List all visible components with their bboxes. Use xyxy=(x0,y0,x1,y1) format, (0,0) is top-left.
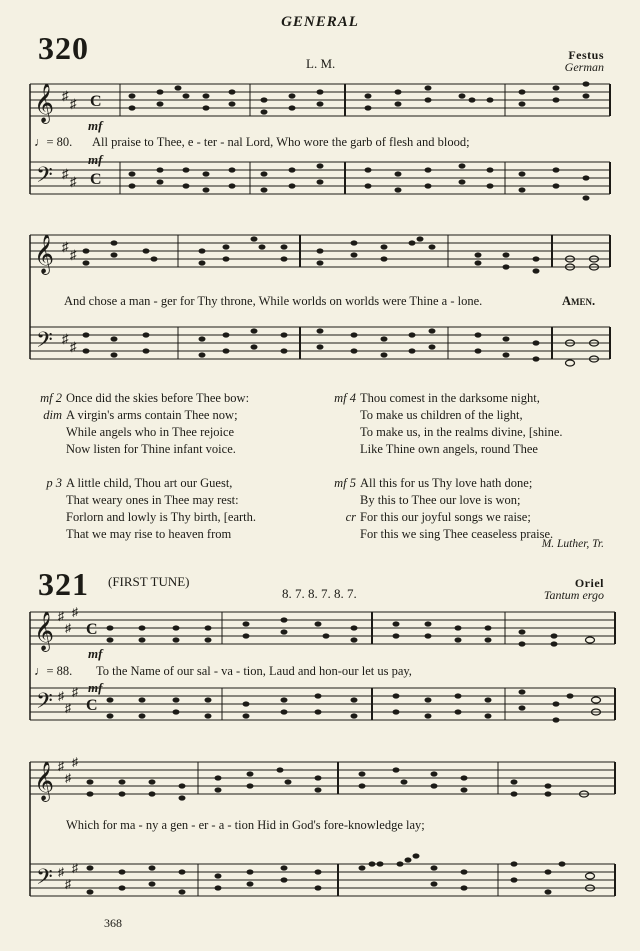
svg-text:C: C xyxy=(90,93,102,110)
stanza-line: While angels who in Thee rejoice xyxy=(66,425,235,439)
stanza-line: mf 5 All this for us Thy love hath done; xyxy=(322,475,622,492)
stanza-line: That weary ones in Thee may rest: xyxy=(66,493,239,507)
svg-text:♯: ♯ xyxy=(62,88,69,103)
stanza-line: Forlorn and lowly is Thy birth, [earth. xyxy=(66,510,257,524)
stanza-line: mf 4 Thou comest in the darksome night, xyxy=(322,390,622,407)
tune-name-320: Festus xyxy=(568,48,604,62)
stanza-line: That we may rise to heaven from xyxy=(66,527,232,541)
tempo-320: ♩= 80. xyxy=(34,135,73,149)
svg-text:♯: ♯ xyxy=(72,605,78,619)
svg-text:C: C xyxy=(86,697,98,714)
svg-text:𝄞: 𝄞 xyxy=(34,761,55,801)
stanza-line: cr For this our joyful songs we raise; xyxy=(322,509,622,526)
svg-text:𝄢: 𝄢 xyxy=(36,163,53,193)
lyric-320-line-2: And chose a man - ger for Thy throne, While worlds on worlds were Thine a - lone. xyxy=(64,294,483,308)
svg-text:𝄢: 𝄢 xyxy=(36,328,53,358)
stanza-mark: p 3 xyxy=(46,476,62,490)
lyric-321-line-1: To the Name of our sal - va - tion, Laud and hon-our let us pay, xyxy=(96,664,412,678)
section-title: GENERAL xyxy=(281,14,359,30)
lyric-320-line-1: All praise to Thee, e - ter - nal Lord, Who wore the garb of flesh and blood; xyxy=(92,135,470,149)
svg-text:♯: ♯ xyxy=(62,166,69,181)
svg-text:♯: ♯ xyxy=(65,877,71,891)
svg-text:♯: ♯ xyxy=(58,759,64,773)
dynamic-dim: dim xyxy=(43,408,62,422)
svg-text:𝄞: 𝄞 xyxy=(34,611,55,651)
tune-origin-320: German xyxy=(564,60,604,74)
dynamic-mf-321-top: mf xyxy=(88,646,103,661)
svg-text:♯: ♯ xyxy=(70,174,77,189)
stanza-line: mf 2 Once did the skies before Thee bow: xyxy=(28,390,328,407)
svg-text:𝄞: 𝄞 xyxy=(34,83,55,123)
page-number: 368 xyxy=(104,916,122,930)
subtitle-321: (FIRST TUNE) xyxy=(108,574,190,589)
stanza-line: p 3 A little child, Thou art our Guest, xyxy=(28,475,328,492)
svg-text:𝄢: 𝄢 xyxy=(36,865,53,895)
author-credit: M. Luther, Tr. xyxy=(541,538,604,550)
stanza-line: To make us children of the light, xyxy=(360,408,523,422)
stanza-mark: mf 4 xyxy=(334,391,356,405)
stanza-block-right xyxy=(322,390,622,543)
hymn-number-321: 321 xyxy=(38,566,89,602)
svg-text:♯: ♯ xyxy=(72,755,78,769)
svg-text:♯: ♯ xyxy=(70,247,77,262)
stanza-mark: mf 5 xyxy=(334,476,356,490)
svg-text:♯: ♯ xyxy=(70,339,77,354)
stanza-line: By this to Thee our love is won; xyxy=(360,493,521,507)
stanza-line: For this we sing Thee ceaseless praise. xyxy=(360,527,554,541)
music-system-321-2 xyxy=(0,752,640,922)
meter-320: L. M. xyxy=(306,56,336,71)
svg-text:♯: ♯ xyxy=(72,685,78,699)
hymn-number-320: 320 xyxy=(38,30,89,66)
stanza-block-left xyxy=(28,390,328,543)
svg-text:♯: ♯ xyxy=(70,96,77,111)
svg-text:C: C xyxy=(86,621,98,638)
dynamic-mf-321-bottom: mf xyxy=(88,680,103,695)
stanza-line: To make us, in the realms divine, [shine. xyxy=(360,425,563,439)
svg-text:𝄢: 𝄢 xyxy=(36,689,53,719)
amen-label: Amen. xyxy=(562,294,596,308)
tune-name-321: Oriel xyxy=(574,576,604,590)
lyric-321-line-2: Which for ma - ny a gen - er - a - tion Hid in God's fore-knowledge lay; xyxy=(66,818,425,832)
svg-text:♯: ♯ xyxy=(65,621,71,635)
svg-text:♯: ♯ xyxy=(58,865,64,879)
meter-321: 8. 7. 8. 7. 8. 7. xyxy=(282,586,357,601)
dynamic-mf-320-bottom: mf xyxy=(88,152,103,167)
svg-text:♯: ♯ xyxy=(62,331,69,346)
svg-text:♯: ♯ xyxy=(58,609,64,623)
svg-text:♯: ♯ xyxy=(65,771,71,785)
svg-text:C: C xyxy=(90,171,102,188)
svg-text:𝄞: 𝄞 xyxy=(34,234,55,274)
dynamic-cr: cr xyxy=(345,510,356,524)
stanza-line: dim A virgin's arms contain Thee now; xyxy=(28,407,328,424)
svg-text:♯: ♯ xyxy=(72,861,78,875)
svg-text:♯: ♯ xyxy=(62,239,69,254)
svg-text:♯: ♯ xyxy=(58,689,64,703)
quarter-note-icon: ♩ xyxy=(34,135,47,149)
stanza-line: Like Thine own angels, round Thee xyxy=(360,442,538,456)
tempo-321: ♩= 88. xyxy=(34,664,73,678)
dynamic-mf-320-top: mf xyxy=(88,118,103,133)
stanza-line: Now listen for Thine infant voice. xyxy=(66,442,236,456)
svg-text:♯: ♯ xyxy=(65,701,71,715)
tune-origin-321: Tantum ergo xyxy=(543,588,604,602)
stanza-mark: mf 2 xyxy=(40,391,62,405)
quarter-note-icon: ♩ xyxy=(34,664,47,678)
